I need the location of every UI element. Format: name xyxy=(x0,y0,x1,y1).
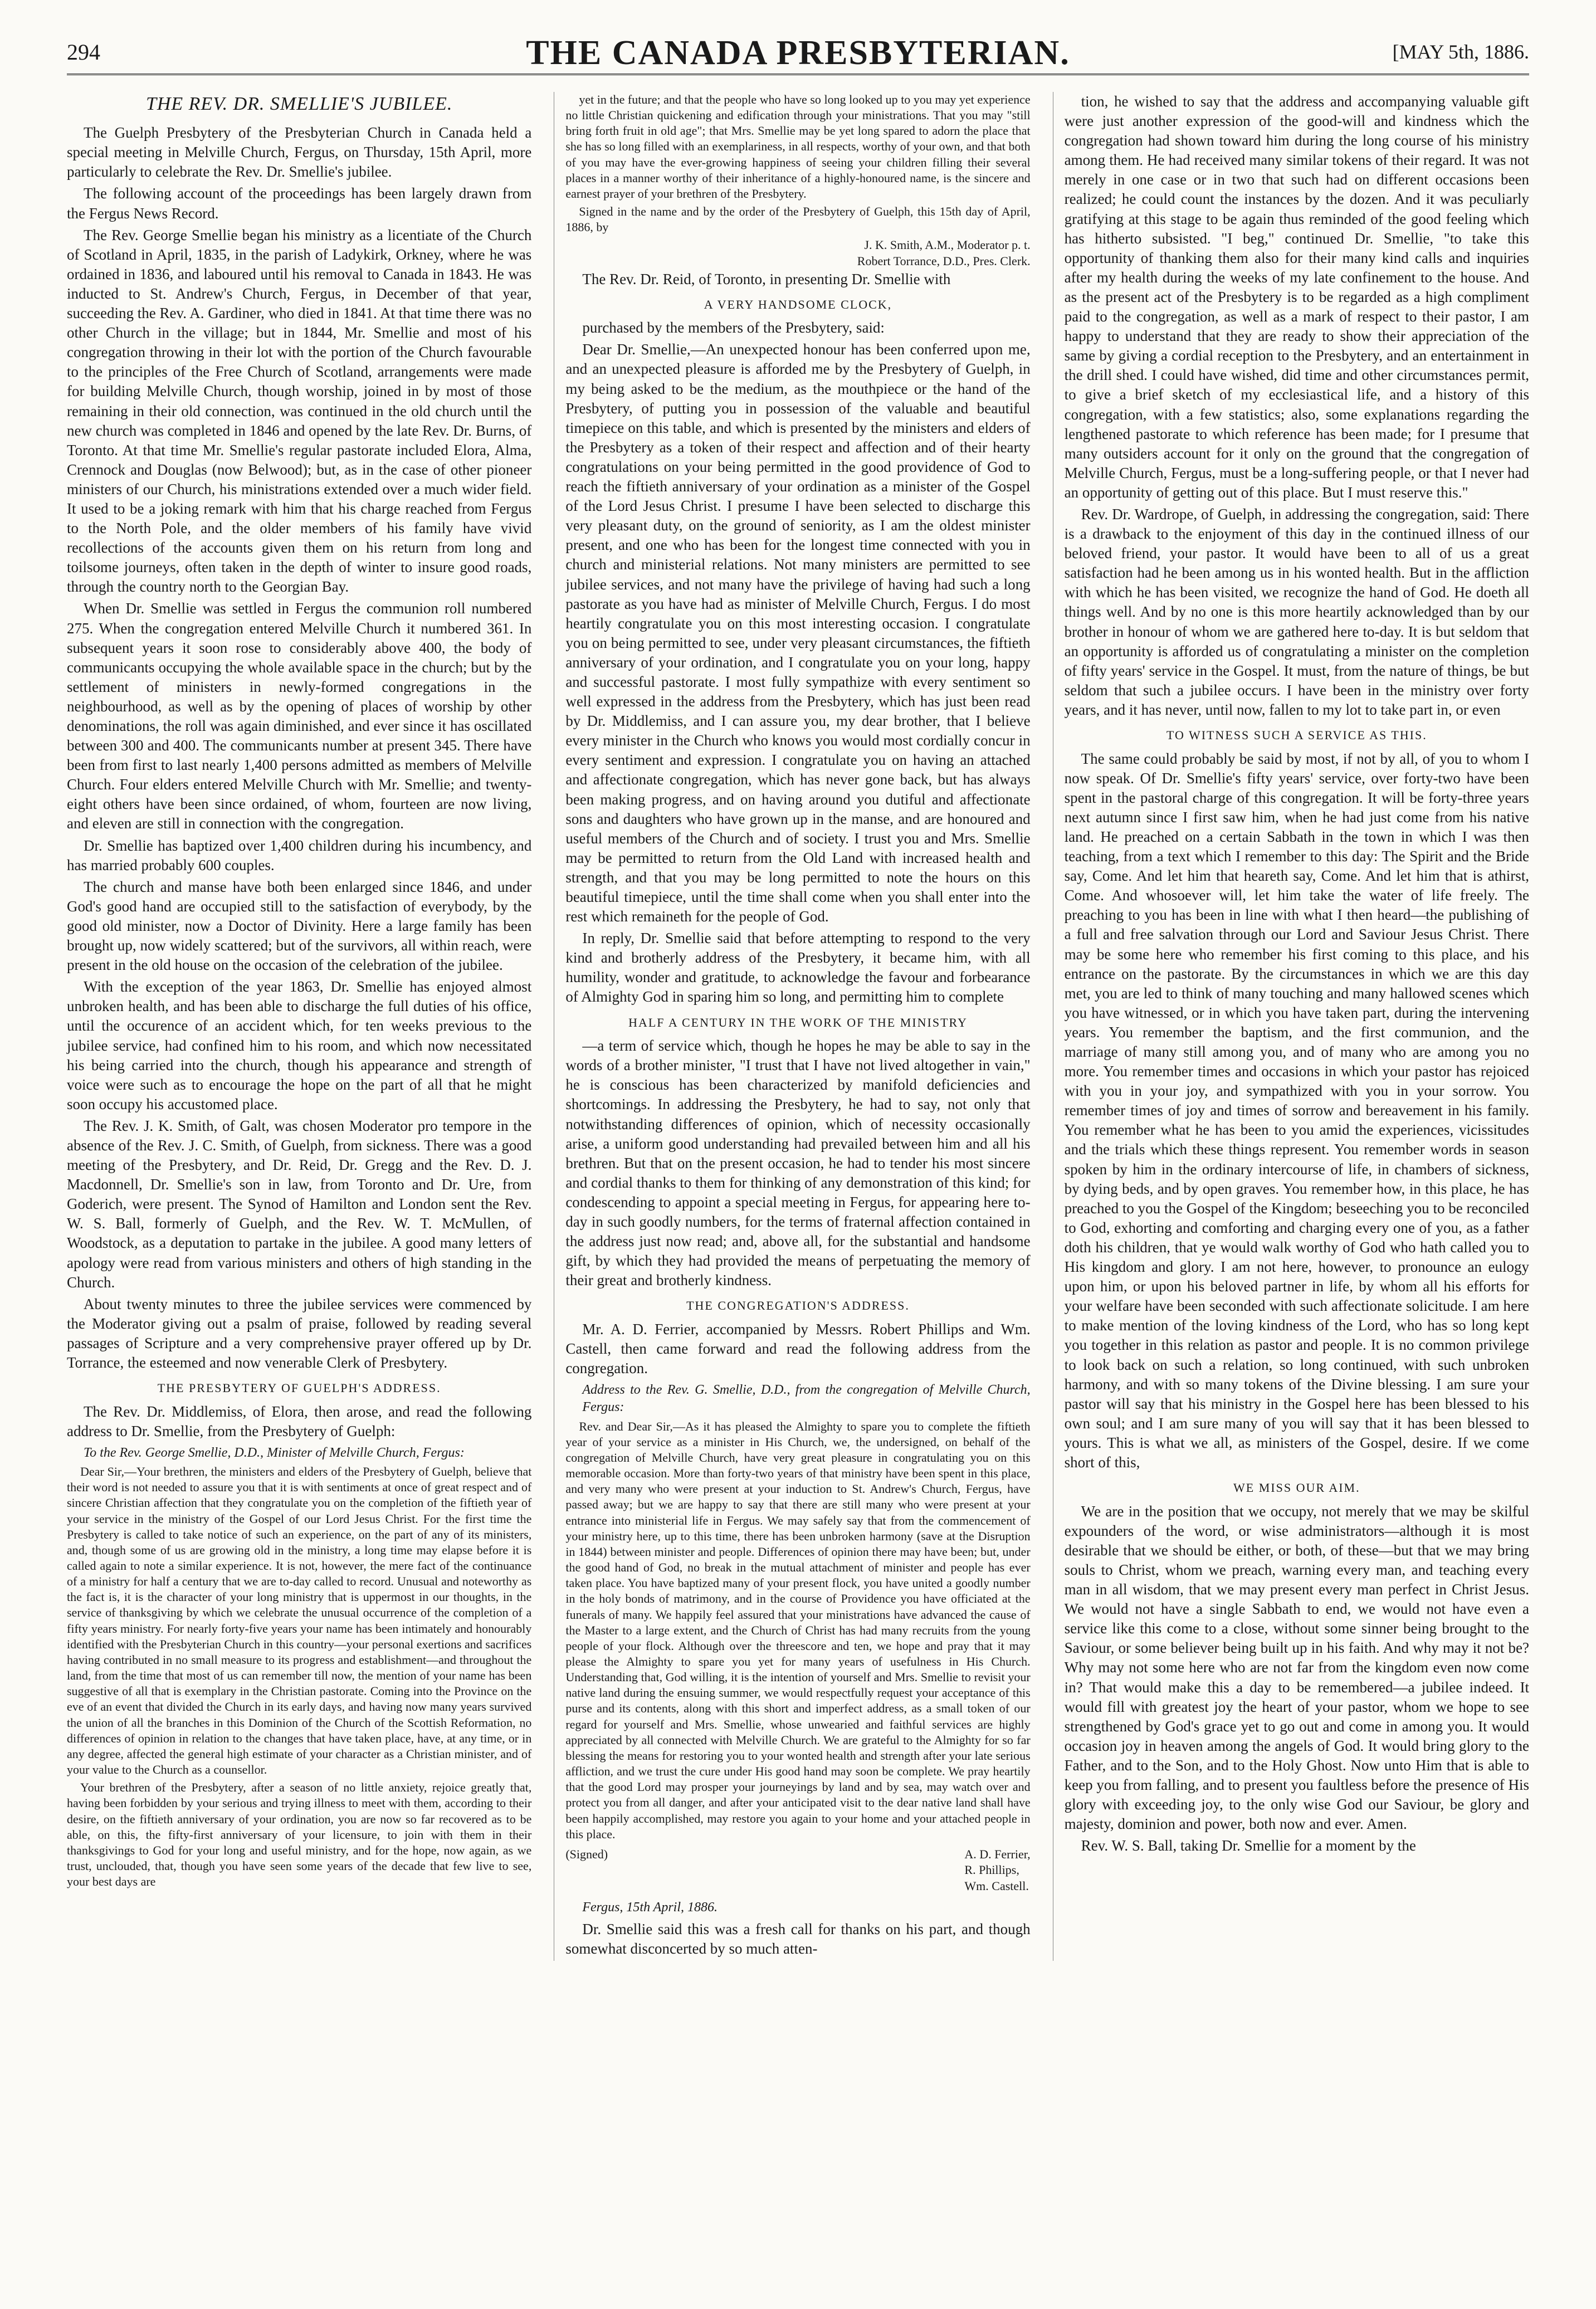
paragraph: When Dr. Smellie was settled in Fergus the communion roll numbered 275. When the congregation entered Melville Church it numbered 361. In subsequent years it soon rose to considerably above 400, the body of communicants occupying the whole available space in the church; but by the settlement of ministers in newly-formed congregations in the neighbourhood, as well as by the opening of places of worship by other denominations, the roll was again diminished, and ever since it has oscillated between 300 and 400. The communicants number at present 345. There have been from first to last nearly 1,400 persons admitted as members of Melville Church. Four elders entered Melville Church with Mr. Smellie; and twenty-eight others have been since ordained, of whom, fourteen are now living, and eleven are still in connection with the congregation. xyxy=(67,600,532,832)
address-continued xyxy=(565,92,1030,235)
column-2 xyxy=(554,92,1030,1961)
section-heading: THE CONGREGATION'S ADDRESS. xyxy=(686,1298,910,1313)
signatory: Wm. Castell. xyxy=(964,1879,1029,1893)
paragraph: Signed in the name and by the order of the Presbytery of Guelph, this 15th day of April, 1886, by xyxy=(565,204,1031,235)
paragraph: The Rev. George Smellie began his ministry as a licentiate of the Church of Scotland in April, 1835, in the parish of Ladykirk, Orkney, where he was ordained in 1836, and laboured until his removal to Canada in 1843. He was inducted to St. Andrew's Church, Fergus, in December of that year, succeeding the Rev. A. Gardiner, who died in 1841. At that time there was no other Church in the village; but in 1844, Mr. Smellie and most of his congregation throwing in their lot with the portion of the Church favourable to the principles of the Free Church of Scotland, arrangements were made for building Melville Church, though worship, joined in by most of those remaining in their old connection, was continued in the old church until the new church was completed in 1846 and opened by the late Rev. Dr. Burns, of Toronto. At that time Mr. Smellie's regular pastorate included Elora, Alma, Crennock and Douglas (now Belwood); but, as in the case of other pioneer ministers of our Church, his ministrations extended over a much wider field. It used to be a joking remark with him that his charge reached from Fergus to the North Pole, and the older members of his family have vivid recollections of the accounts given them on his return from long and toilsome journeys, often taken in the depth of winter to insure good roads, through the country north to the Georgian Bay. xyxy=(67,226,532,595)
paragraph: Your brethren of the Presbytery, after a season of no little anxiety, rejoice greatly that, having been forbidden by your serious and trying illness to meet with them, according to their desire, on the fiftieth anniversary of your ordination, you are now so far recovered as to be able, on this, the fifty-first anniversary of your licensure, to join with them in their thanksgivings to God for your long and useful ministry, and for the hope, now again, as we trust, unclouded, that, though you have seen some years of the decade that few live to see, your best days are xyxy=(67,1780,532,1889)
signatures xyxy=(565,1847,1030,1895)
section-heading: A VERY HANDSOME CLOCK, xyxy=(704,297,892,311)
paragraph: The church and manse have both been enlarged since 1846, and under God's good hand are occupied still to the satisfaction of everybody, by the good old minister, now a Doctor of Divinity. Here a large family has been brought up, now widely scattered; but of the survivors, all within reach, were present in the old house on the occasion of the celebration of the jubilee. xyxy=(67,878,532,974)
paragraph: The following account of the proceedings has been largely drawn from the Fergus News Record. xyxy=(67,185,532,222)
article-title: THE REV. DR. SMELLIE'S JUBILEE. xyxy=(145,94,453,114)
paragraph: In reply, Dr. Smellie said that before attempting to respond to the very kind and brotherly address of the Presbytery, it became him, with all humility, wonder and gratitude, to acknowledge the favour and forbearance of Almighty God in sparing him so long, and permitting him to complete xyxy=(565,930,1031,1005)
paragraph: We are in the position that we occupy, not merely that we may be skilful expounders of the word, or wise administrators—although it is most desirable that we should be either, or both, of these—but that we may bring souls to Christ, whom we preach, warning every man, and teaching every man in all wisdom, that we may present every man perfect in Christ Jesus. We would not have a single Sabbath to end, we would not have even a service like this come to a close, without some sinner being brought to the Saviour, or some believer being built up in his faith. And why may it not be? Why may not some here who are not far from the kingdom even now come in? That would make this a day to be remembered—a jubilee indeed. It would fill with greatest joy the heart of your pastor, whom we hope to see strengthened by God's grace yet to go out and come in among you. It would occasion joy in heaven among the angels of God. It would bring glory to the Father, and to the Son, and to the Holy Ghost. Now unto Him that is able to keep you from falling, and to present you faultless before the presence of His glory with exceeding joy, to the only wise God our Saviour, be glory and majesty, dominion and power, both now and ever. Amen. xyxy=(1064,1502,1529,1833)
signature-clerk: Robert Torrance, D.D., Pres. Clerk. xyxy=(857,254,1031,268)
section-heading: HALF A CENTURY IN THE WORK OF THE MINISTRY xyxy=(628,1015,968,1029)
address-salutation: To the Rev. George Smellie, D.D., Minister of Melville Church, Fergus: xyxy=(84,1445,465,1460)
address-salutation: Address to the Rev. G. Smellie, D.D., from the congregation of Melville Church, Fergus: xyxy=(582,1383,1031,1415)
address-text xyxy=(67,1464,531,1890)
page-number: 294 xyxy=(67,40,100,65)
paragraph: Mr. A. D. Ferrier, accompanied by Messrs. Robert Phillips and Wm. Castell, then came forward and read the following address from the congregation. xyxy=(565,1320,1031,1377)
section-heading: THE PRESBYTERY OF GUELPH'S ADDRESS. xyxy=(157,1381,441,1395)
paragraph: Dr. Smellie said this was a fresh call for thanks on his part, and though somewhat disconcerted by so much atten- xyxy=(565,1920,1031,1957)
paragraph: purchased by the members of the Presbytery, said: xyxy=(582,319,885,336)
paragraph: Dear Sir,—Your brethren, the ministers and elders of the Presbytery of Guelph, believe that their word is not needed to assure you that it is with sentiments at once of great respect and of sincere Christian affection that they congratulate you on the completion of the fiftieth year of your service in the ministry of the Gospel of our Lord Jesus Christ. For the first time the Presbytery is called to take notice of such an experience, on the part of any of its ministers, and, though some of us are growing old in the ministry, a long time may elapse before it is called again to note a similar experience. It is not, however, the mere fact of the continuance of a ministry for half a century that we are to-day called to record. Unusual and noteworthy as the fact is, it is the character of your long ministry that is uppermost in our thoughts, in the service of thanksgiving by which we celebrate the unusual occurrence of the completion of a fifty years ministry. For nearly forty-five years your name has been intimately and honourably identified with the Presbyterian Church in this country—your personal exertions and sacrifices having contributed in no small measure to its progress and establishment—and throughout the land, from the time that most of us can remember till now, the mention of your name has been suggestive of all that is exemplary in the Christian pastorate. Coming into the Province on the eve of an event that divided the Church in its early days, and having now many years survived the union of all the branches in this Dominion of the Church of the Scottish Reformation, no differences of opinion in relation to the changes that have taken place, have, at any time, or in any degree, affected the general high estimate of your character as a Christian minister, and of your value to the Church as a counsellor. xyxy=(67,1465,532,1777)
paragraph: tion, he wished to say that the address and accompanying valuable gift were just another expression of the good-will and kindness which the congregation had shown toward him during the long course of his ministry among them. He had received many similar tokens of their regard. It was not merely in one case or in two that such had on different occasions been realized; he could count the instances by the dozen. And it was peculiarly gratifying at this stage to be again thus reminded of the good feeling which has hitherto subsisted. "I beg," continued Dr. Smellie, "to take this opportunity of thanking them also for their many kind calls and inquiries after my health during the weeks of my late confinement to the house. And as the present act of the Presbytery is to be regarded as a high compliment paid to the congregation, as well as a mark of respect to their pastor, I am happy to understand that they are ready to show their appreciation of the same by giving a cordial reception to the Presbytery, and an entertainment in the drill shed. I could have wished, did time and other circumstances permit, to give a brief sketch of my ecclesiastical life, and a history of this congregation, with a few statistics; also, some explanations regarding the lengthened pastorate to which reference has been made; for I presume that many outsiders account for it only on the ground that the congregation of Melville Church, Fergus, must be a long-suffering people, or that I never had an opportunity of getting out of this place. But I must reserve this." xyxy=(1064,93,1529,501)
address-text xyxy=(565,1419,1030,1842)
paragraph: The Rev. Dr. Reid, of Toronto, in presenting Dr. Smellie with xyxy=(582,270,951,287)
paragraph: With the exception of the year 1863, Dr. Smellie has enjoyed almost unbroken health, and has been able to discharge the full duties of his office, until the occurence of an accident which, for ten weeks previous to the jubilee service, had confined him to his room, and which now necessitated his being carried into the church, though his appearance and strength of voice were such as to encourage the hope on the part of all that he might soon occupy his accustomed place. xyxy=(67,978,532,1112)
signatory: R. Phillips, xyxy=(964,1863,1019,1877)
paragraph: The Guelph Presbytery of the Presbyterian Church in Canada held a special meeting in Melville Church, Fergus, on Thursday, 15th April, more particularly to celebrate the Rev. Dr. Smellie's jubilee. xyxy=(67,124,532,180)
paragraph: —a term of service which, though he hopes he may be able to say in the words of a brother minister, "I trust that I have not lived altogether in vain," he is conscious has been characterized by manifold deficiencies and shortcomings. In addressing the Presbytery, he had to say, not only that notwithstanding differences of opinion, which of necessity occasionally arise, a uniform good understanding had prevailed between him and all his brethren. But that on the present occasion, he had to tender his most sincere and cordial thanks to them for thinking of any demonstration of this kind; for condescending to appoint a special meeting in Fergus, for appearing here to-day in such goodly numbers, for the terms of fraternal affection contained in the address just now read; and, above all, for the substantial and handsome gift, by which they had provided the means of perpetuating the memory of their great and brotherly kindness. xyxy=(565,1037,1031,1289)
signature-moderator: J. K. Smith, A.M., Moderator p. t. xyxy=(864,238,1031,252)
paragraph: Rev. and Dear Sir,—As it has pleased the Almighty to spare you to complete the fiftieth year of your service as a minister in His Church, we, the undersigned, on behalf of the congregation of Melville Church, have very great pleasure in congratulating you on this memorable occasion. More than forty-two years of that ministry have been spent in this place, and very many who were present at your induction to St. Andrew's Church, Fergus, have passed away; but we are happy to say that there are still many who were present at your entrance into ministerial life in Fergus. We may safely say that from the commencement of your ministry here, up to this time, there has been unbroken harmony (save at the Disruption in 1844) between minister and people. Differences of opinion there may have been; but, under the good hand of God, no break in the mutual attachment of minister and people has ever taken place. You have baptized many of your present flock, you have united a goodly number in the holy bonds of matrimony, and in the course of Providence you have officiated at the funerals of many. We happily feel assured that your ministrations have advanced the cause of the Master to a large extent, and the Church of Christ has had many recruits from the young people of your flock. Although over the threescore and ten, we hope and pray that it may please the Almighty to spare you yet for many years of usefulness in His Church. Understanding that, God willing, it is the intention of yourself and Mrs. Smellie to revisit your native land during the ensuing summer, we would respectfully request your acceptance of this purse and its contents, along with this short and imperfect address, as a small token of our regard for yourself and Mrs. Smellie, whose unwearied and faithful services are highly appreciated by all connected with Melville Church. We are grateful to the Almighty for so far blessing the means for restoring you to your wonted health and strength after your late serious affliction, and we trust the cure under His good hand may soon be complete. We pray heartily that the good Lord may prosper your journeyings by land and by sea, may watch over and protect you from all danger, and after your anticipated visit to the dear native land shall have been happily accomplished, may restore you again to your home and your attached people in this place. xyxy=(565,1419,1031,1841)
signatory: A. D. Ferrier, xyxy=(964,1847,1031,1861)
paragraph: Dear Dr. Smellie,—An unexpected honour has been conferred upon me, and an unexpected pleasure is afforded me by the Presbytery of Guelph, in my being asked to be the medium, as the mouthpiece or the hand of the Presbytery, of putting you in possession of the valuable and beautiful timepiece on this table, and which is presented by the ministers and elders of the Presbytery as a token of their respect and affection and of their hearty congratulations on your being permitted in the good providence of God to reach the fiftieth anniversary of your ordination as a minister of the Gospel of the Lord Jesus Christ. I presume I have been selected to discharge this very pleasant duty, on the ground of seniority, as I am the oldest minister present, and one who has been for the longest time connected with you in church and ministerial relations. Not many ministers are permitted to see jubilee services, and not many have the privilege of having had such a long pastorate as you have had as minister of Melville Church, Fergus. I do most heartily congratulate you on this most interesting occasion. I congratulate you on being permitted to see, under very pleasant circumstances, the fiftieth anniversary of your ordination, and I congratulate you on your long, happy and successful pastorate. I most fully sympathize with every sentiment so well expressed in the address from the Presbytery, which has just been read by Dr. Middlemiss, and I can assure you, my dear brother, that I believe every minister in the Church who knows you would most cordially concur in every sentiment and expression. I congratulate you on having an attached and affectionate congregation, which has never gone back, but has always been making progress, and on having around you dutiful and affectionate sons and daughters who have grown up in the manse, and are honoured and useful members of the Church and of society. I trust you and Mrs. Smellie may be permitted to return from the Old Land with increased health and strength, and that you may be long permitted to note the hours on this beautiful timepiece, until the time shall come when you shall enter into the rest which remaineth for the people of God. xyxy=(565,341,1031,925)
paragraph: Rev. W. S. Ball, taking Dr. Smellie for a moment by the xyxy=(1081,1837,1416,1854)
columns xyxy=(67,92,1529,1961)
masthead: THE CANADA PRESBYTERIAN. xyxy=(526,34,1070,72)
paragraph: Dr. Smellie has baptized over 1,400 children during his incumbency, and has married probably 600 couples. xyxy=(67,837,532,873)
paragraph: The same could probably be said by most, if not by all, of you to whom I now speak. Of Dr. Smellie's fifty years' service, over forty-two have been spent in the pastoral charge of this congregation. It will be forty-three years next autumn since I first saw him, when he had just come from his native land. He preached on a certain Sabbath in the town in which I was then teaching, from a text which I remember to this day: The Spirit and the Bride say, Come. And let him that heareth say, Come. And let him that is athirst, Come. And whosoever will, let him take the water of life freely. The preaching to you has been in line with what I then heard—the publishing of a full and free salvation through our Lord and Saviour Jesus Christ. There may be some here who remember his first coming to this place, and his entrance on the pastorate. By the circumstances in which we are this day met, you are led to think of many touching and many hallowed scenes which you have witnessed, or in which you have taken part, during the intervening years. You remember the baptism, and the first communion, and the marriage of many still among you, and of many who are among you no more. You remember times and occasions in which your pastor has rejoiced with you in your joy, and sympathized with you in your sorrow. You remember times of joy and times of sorrow and bereavement in his family. You remember what he has been to you amid the experiences, vicissitudes and the trials which these things represent. You remember words in season spoken by him in the ordinary intercourse of life, in chambers of sickness, by dying beds, and by open graves. You remember how, in this place, he has preached to you the Gospel of the Kingdom; beseeching you to be reconciled to God, exhorting and comforting and charging every one of you, as a father doth his children, that ye would walk worthy of God who hath called you to His kingdom and glory. I am not here, however, to pronounce an eulogy upon him, or upon his beloved partner in life, by whom all his efforts for your welfare have been seconded with such affectionate solicitude. I am here to make mention of the loving kindness of the Lord, who has so long kept you together in this relation as pastor and people. It is no common privilege to look back on such a relation, so long continued, with such unbroken harmony, and with so many tokens of the Divine blessing. I am sure your pastor will say that his ministry in the Gospel here has been blessed to his own soul; and I am sure many of you will say that it has been blessed to yours. This is what we all, as ministers of the Gospel, desire. If we come short of this, xyxy=(1064,750,1529,1471)
column-3 xyxy=(1053,92,1529,1961)
column-1 xyxy=(67,92,531,1961)
issue-date: [MAY 5th, 1886. xyxy=(1392,41,1529,63)
paragraph: The Rev. Dr. Middlemiss, of Elora, then arose, and read the following address to Dr. Smellie, from the Presbytery of Guelph: xyxy=(67,1403,532,1439)
dateline: Fergus, 15th April, 1886. xyxy=(582,1900,718,1915)
page-header xyxy=(67,33,1529,75)
section-heading: TO WITNESS SUCH A SERVICE AS THIS. xyxy=(1166,728,1427,742)
signed-label: (Signed) xyxy=(565,1847,608,1861)
paragraph: Rev. Dr. Wardrope, of Guelph, in addressing the congregation, said: There is a drawback to the enjoyment of this day in the continued illness of our beloved friend, your pastor. It would have been to all of us a great satisfaction had he been among us in his wonted health. But in the affliction with which he has been visited, we recognize the hand of God. He doeth all things well. And by no one is this more heartily acknowledged than by our brother in honour of whom we are gathered here to-day. It is but seldom that an opportunity is afforded us of congratulating a minister on the completion of fifty years' service in the Gospel. It must, from the nature of things, be but seldom that such a jubilee occurs. I have been in the ministry over forty years, and it has never, until now, fallen to my lot to take part in, or even xyxy=(1064,505,1529,718)
paragraph: yet in the future; and that the people who have so long looked up to you may yet experience no little Christian quickening and edification through your ministrations. That you may "still bring forth fruit in old age"; that Mrs. Smellie may be yet long spared to adorn the place that she has so long filled with an exemplariness, in all respects, worthy of your own, and that both of you may have the ever-growing happiness of seeing your children filling their several places in a manner worthy of their inheritance of a highly-honoured name, is the sincere and earnest prayer of your brethren of the Presbytery. xyxy=(565,92,1031,201)
paragraph: The Rev. J. K. Smith, of Galt, was chosen Moderator pro tempore in the absence of the Rev. J. C. Smith, of Guelph, from sickness. There was a good meeting of the Presbytery, and Dr. Reid, Dr. Gregg and the Rev. D. J. Macdonnell, Dr. Smellie's son in law, from Toronto and Dr. Ure, from Goderich, were present. The Synod of Hamilton and London sent the Rev. W. S. Ball, formerly of Guelph, and the Rev. W. T. McMullen, of Woodstock, as a deputation to partake in the jubilee. A good many letters of apology were read from various ministers and others of high standing in the Church. xyxy=(67,1117,532,1291)
signatory-names xyxy=(964,1847,1030,1895)
paragraph: About twenty minutes to three the jubilee services were commenced by the Moderator giving out a psalm of praise, followed by reading several passages of Scripture and a very comprehensive prayer offered up by Dr. Torrance, the esteemed and now venerable Clerk of Presbytery. xyxy=(67,1295,532,1371)
section-heading: WE MISS OUR AIM. xyxy=(1233,1481,1360,1495)
